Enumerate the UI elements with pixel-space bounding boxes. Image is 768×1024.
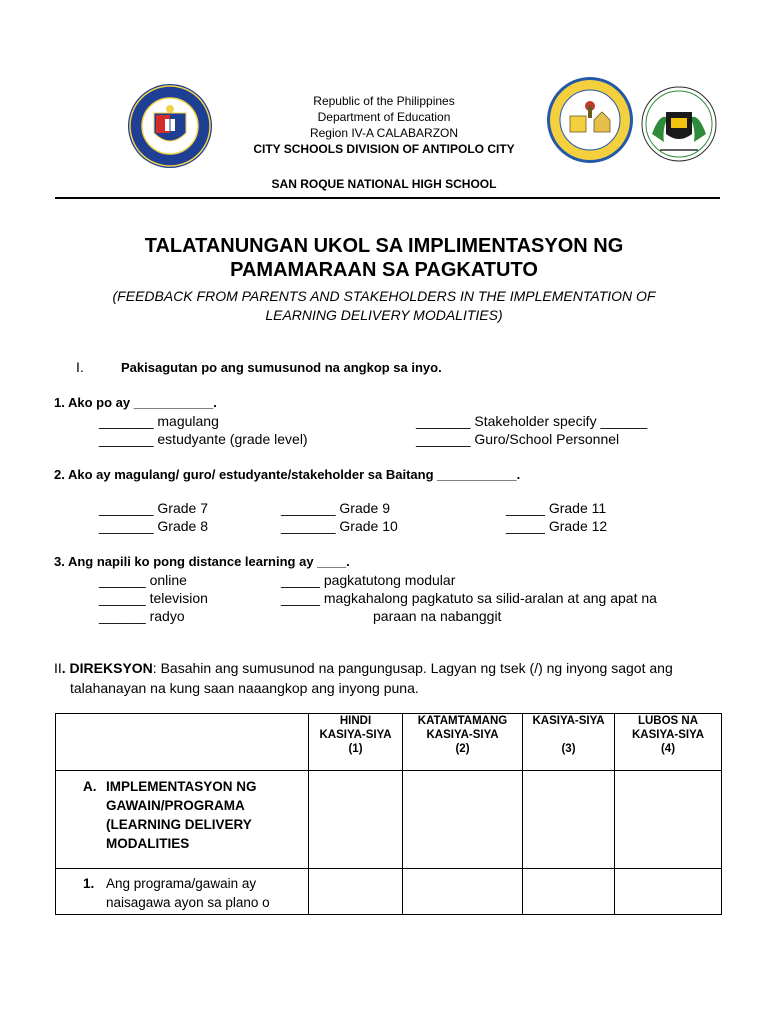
section-one-instruction: Pakisagutan po ang sumusunod na angkop sa inyo. <box>121 360 442 375</box>
q2-grade-10: _______ Grade 10 <box>281 518 398 534</box>
col-4-line1: LUBOS NA <box>637 715 699 727</box>
header-department: Department of Education <box>317 110 451 124</box>
q3-option-blended-cont: paraan na nabanggit <box>373 608 502 624</box>
header-division: CITY SCHOOLS DIVISION OF ANTIPOLO CITY <box>253 142 515 156</box>
col-1-scale: (1) <box>348 743 363 755</box>
q2-grade-11: _____ Grade 11 <box>506 500 607 516</box>
form-title-line1: TALATANUNGAN UKOL SA IMPLIMENTASYON NG <box>144 235 624 257</box>
row-1-label-cell <box>56 869 309 915</box>
row-a-letter: A. <box>83 779 97 794</box>
division-antipolo-seal <box>546 76 634 164</box>
q3-option-modular: _____ pagkatutong modular <box>281 572 456 588</box>
table-row-a <box>56 771 722 869</box>
q2-grade-7: _______ Grade 7 <box>99 500 208 516</box>
question-2-label: 2. Ako ay magulang/ guro/ estudyante/stakeholder sa Baitang ___________. <box>54 467 521 482</box>
table-header-row <box>56 714 722 771</box>
section-two-text: : Basahin ang sumusunod na pangungusap. Lagyan ng tsek (/) ng inyong sagot ang <box>152 660 673 676</box>
form-title-line2: PAMAMARAAN SA PAGKATUTO <box>230 259 538 281</box>
col-kasiya-siya <box>523 714 615 771</box>
header-school: SAN ROQUE NATIONAL HIGH SCHOOL <box>271 177 497 191</box>
row-1-rating-3[interactable] <box>523 869 615 915</box>
row-1-rating-1[interactable] <box>309 869 403 915</box>
col-2-line2: KASIYA-SIYA <box>426 729 499 741</box>
question-1-label: 1. Ako po ay ___________. <box>54 395 217 410</box>
q3-option-online: ______ online <box>99 572 187 588</box>
q2-grade-12: _____ Grade 12 <box>506 518 608 534</box>
table-header-empty <box>56 714 309 771</box>
row-a-line4: MODALITIES <box>106 836 190 851</box>
header-republic: Republic of the Philippines <box>313 94 455 108</box>
col-1-line1: HINDI <box>339 715 372 727</box>
col-katamtamang-kasiya-siya <box>403 714 523 771</box>
col-lubos-na-kasiya-siya <box>615 714 722 771</box>
form-subtitle-line2: LEARNING DELIVERY MODALITIES) <box>265 307 503 323</box>
row-1-rating-4[interactable] <box>615 869 722 915</box>
row-1-line2: naisagawa ayon sa plano o <box>106 895 270 910</box>
section-one-numeral: I. <box>76 359 84 375</box>
row-1-line1: Ang programa/gawain ay <box>106 876 257 891</box>
row-a-line2: GAWAIN/PROGRAMA <box>106 798 245 813</box>
col-4-scale: (4) <box>660 743 676 755</box>
q2-grade-8: _______ Grade 8 <box>99 518 208 534</box>
q2-grade-9: _______ Grade 9 <box>281 500 390 516</box>
header-region: Region IV-A CALABARZON <box>309 126 459 140</box>
row-a-line3: (LEARNING DELIVERY <box>106 817 252 832</box>
school-badge-seal <box>640 82 718 166</box>
table-row-1 <box>56 869 722 915</box>
row-a-label <box>56 771 308 853</box>
section-two-numeral: II <box>54 660 62 676</box>
q3-option-television: ______ television <box>99 590 208 606</box>
row-1-rating-2[interactable] <box>403 869 523 915</box>
col-3-line1: KASIYA-SIYA <box>532 715 605 727</box>
q3-option-radyo: ______ radyo <box>99 608 185 624</box>
col-4-line2: KASIYA-SIYA <box>631 729 704 741</box>
q1-option-guro: _______ Guro/School Personnel <box>416 431 620 447</box>
q3-option-blended: _____ magkahalong pagkatuto sa silid-aralan at ang apat na <box>281 590 657 606</box>
section-two-text-cont: talahanayan na kung saan naaangkop ang inyong puna. <box>70 680 419 696</box>
row-a-line1: IMPLEMENTASYON NG <box>106 779 257 794</box>
row-a-rating-1[interactable] <box>309 771 403 869</box>
header-divider <box>55 197 720 199</box>
col-3-scale: (3) <box>561 743 576 755</box>
row-a-rating-2[interactable] <box>403 771 523 869</box>
col-1-line2: KASIYA-SIYA <box>319 729 392 741</box>
q1-option-estudyante: _______ estudyante (grade level) <box>99 431 308 447</box>
row-a-rating-3[interactable] <box>523 771 615 869</box>
row-a-rating-4[interactable] <box>615 771 722 869</box>
row-a-label-cell <box>56 771 309 869</box>
form-subtitle-line1: (FEEDBACK FROM PARENTS AND STAKEHOLDERS IN THE IMPLEMENTATION OF <box>112 288 656 304</box>
section-two-label: . DIREKSYON <box>61 660 153 676</box>
col-2-scale: (2) <box>455 743 470 755</box>
question-3-label: 3. Ang napili ko pong distance learning ay ____. <box>54 554 350 569</box>
col-hindi-kasiya-siya <box>309 714 403 771</box>
row-1-number: 1. <box>83 876 95 891</box>
section-two-direction <box>54 660 673 677</box>
col-2-line1: KATAMTAMANG <box>417 715 508 727</box>
row-1-label <box>56 869 308 912</box>
q1-option-magulang: _______ magulang <box>99 413 219 429</box>
q1-option-stakeholder: _______ Stakeholder specify ______ <box>416 413 648 429</box>
rating-table <box>55 713 722 915</box>
col-3-line2 <box>523 728 614 742</box>
